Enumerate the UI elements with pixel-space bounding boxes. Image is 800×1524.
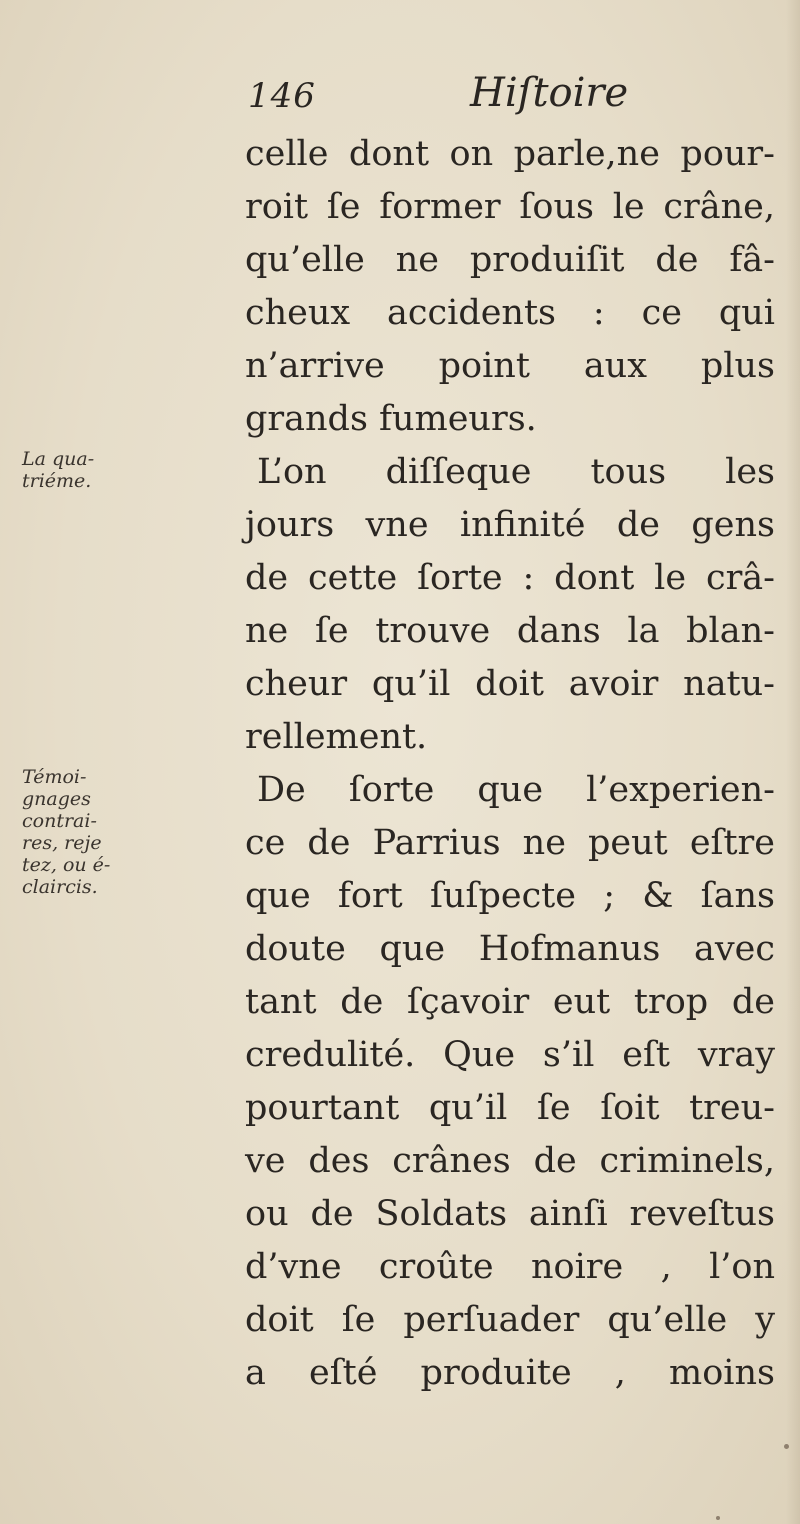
text-line: ce de Parrius ne peut eſtre [245, 823, 775, 863]
text-line: roit ſe former ſous le crâne, [245, 187, 775, 227]
margin-note-1 [22, 448, 242, 492]
text-line: qu’elle ne produiſit de fâ- [245, 240, 775, 280]
page-header [0, 70, 800, 130]
text-line: De ſorte que l’experien- [257, 770, 775, 810]
text-line: tant de ſçavoir eut trop de [245, 982, 775, 1022]
page-number: 146 [248, 76, 316, 116]
text-line: jours vne infinité de gens [245, 505, 775, 545]
text-line: que fort ſuſpecte ; & ſans [245, 876, 775, 916]
text-line: credulité. Que s’il eſt vray [245, 1035, 775, 1075]
body-text [245, 128, 775, 1400]
text-line: cheux accidents : ce qui [245, 293, 775, 333]
text-line: rellement. [245, 717, 428, 757]
text-line: de cette ſorte : dont le crâ- [245, 558, 775, 598]
running-title: Hiſtoire [470, 70, 629, 116]
text-line: ne ſe trouve dans la blan- [245, 611, 775, 651]
text-line: celle dont on parle,ne pour- [245, 134, 775, 174]
text-line: d’vne croûte noire , l’on [245, 1247, 775, 1287]
margin-note-line: triéme. [22, 470, 92, 492]
margin-note-2 [22, 766, 242, 898]
text-line: ve des crânes de criminels, [245, 1141, 775, 1181]
text-line: doit ſe perſuader qu’elle y [245, 1300, 775, 1340]
margin-note-line: gnages [22, 788, 91, 810]
text-line: n’arrive point aux plus [245, 346, 775, 386]
margin-note-line: tez, ou é- [22, 854, 111, 876]
margin-note-line: Témoi- [22, 766, 87, 788]
text-line: ou de Soldats ainſi reveſtus [245, 1194, 775, 1234]
text-line: doute que Hofmanus avec [245, 929, 775, 969]
margin-note-line: res, reje [22, 832, 102, 854]
margin-note-line: claircis. [22, 876, 98, 898]
text-line: pourtant qu’il ſe ſoit treu- [245, 1088, 775, 1128]
text-line: cheur qu’il doit avoir natu- [245, 664, 775, 704]
text-line: grands fumeurs. [245, 399, 537, 439]
text-line: a eſté produite , moins [245, 1353, 775, 1393]
margin-note-line: contrai- [22, 810, 97, 832]
text-line: L’on diſſeque tous les [257, 452, 775, 492]
paper-speck [716, 1516, 720, 1520]
page-edge-shadow [786, 0, 800, 1524]
paper-speck [784, 1444, 789, 1449]
margin-note-line: La qua- [22, 448, 95, 470]
